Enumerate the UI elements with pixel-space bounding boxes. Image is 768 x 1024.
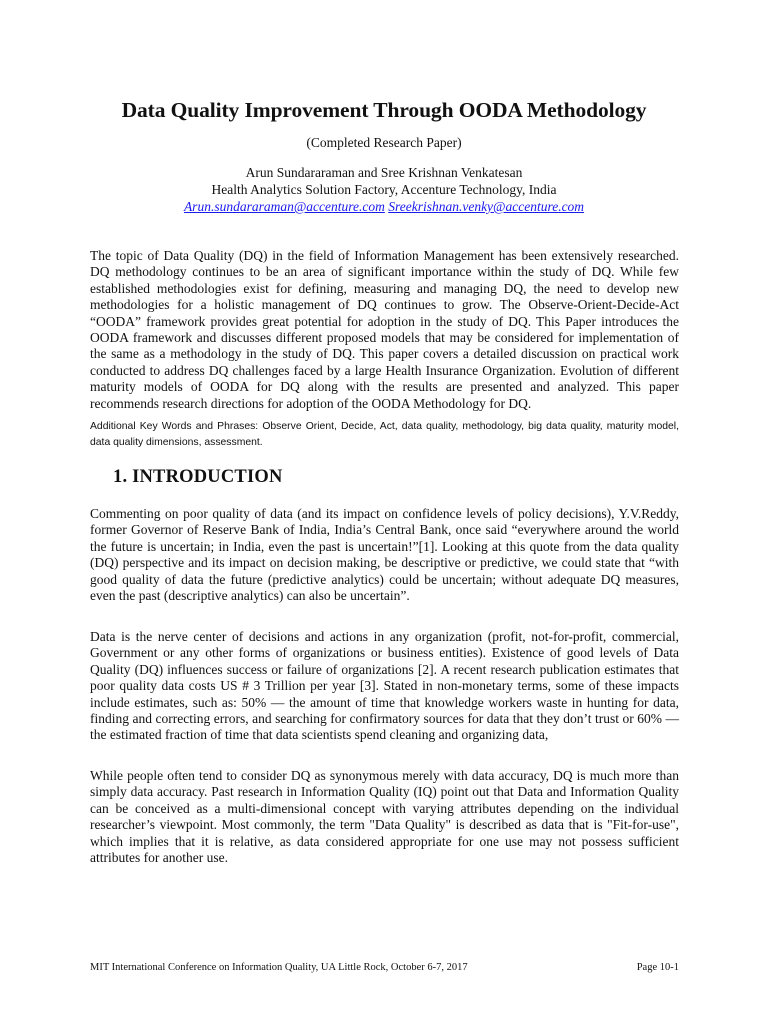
authors: Arun Sundararaman and Sree Krishnan Venkatesan [245, 165, 523, 180]
affiliation: Health Analytics Solution Factory, Accenture Technology, India [211, 182, 557, 197]
footer-conference: MIT International Conference on Information Quality, UA Little Rock, October 6-7, 2017 [90, 962, 468, 973]
paper-title: Data Quality Improvement Through OODA Methodology [121, 98, 647, 122]
paper-subtitle: (Completed Research Paper) [306, 135, 462, 150]
abstract: The topic of Data Quality (DQ) in the field of Information Management has been extensively researched. DQ methodology continues to be an area of significant importance within the study of DQ. While few established methodologies exist for defining, measuring and managing DQ, the need to develop new methodologies for a holistic management of DQ continues to grow. The Observe-Orient-Decide-Act “OODA” framework provides great potential for adoption in the study of DQ. This Paper introduces the OODA framework and discusses different proposed models that may be considered for implementation of the same as a methodology in the study of DQ. This paper covers a detailed discussion on practical work conducted to address DQ challenges faced by a large Health Insurance Organization. Evolution of different maturity models of OODA for DQ along with the results are presented and analyzed. This paper recommends research directions for adoption of the OODA Methodology for DQ. [90, 248, 679, 411]
email-line [0, 199, 768, 215]
paragraph: Commenting on poor quality of data (and its impact on confidence levels of policy decisions), Y.V.Reddy, former Governor of Reserve Bank of India, India’s Central Bank, once said “everywhere around the world the future is uncertain; in India, even the past is uncertain!”[1]. Looking at this quote from the data quality (DQ) perspective and its impact on decision making, be descriptive or predictive, we could state that “with good quality of data the future (predictive analytics) could be uncertain; without adequate DQ measures, even the past (descriptive analytics) can also be uncertain”. [90, 506, 679, 604]
email-link-2[interactable]: Sreekrishnan.venky@accenture.com [388, 199, 585, 214]
keywords [90, 419, 679, 451]
paragraph: While people often tend to consider DQ as synonymous merely with data accuracy, DQ is much more than simply data accuracy. Past research in Information Quality (IQ) point out that Data and Information Quality can be conceived as a multi-dimensional concept with varying attributes depending on the individual researcher’s viewpoint. Most commonly, the term "Data Quality" is described as data that is "Fit-for-use", which implies that it is relative, as data considered appropriate for one use may not possess sufficient attributes for another use. [90, 768, 679, 866]
section-heading: 1. INTRODUCTION [113, 467, 283, 487]
email-link-1[interactable]: Arun.sundararaman@accenture.com [183, 199, 385, 214]
paragraph: Data is the nerve center of decisions and actions in any organization (profit, not-for-profit, commercial, Government or any other forms of organizations or business entities). Existence of good levels of Data Quality (DQ) influences success or failure of organizations [2]. A recent research publication estimates that poor quality data costs US # 3 Trillion per year [3]. Stated in non-monetary terms, some of these impacts include estimates, such as: 50% — the amount of time that knowledge workers waste in hunting for data, finding and correcting errors, and searching for confirmatory sources for data that they don’t trust or 60% — the estimated fraction of time that data scientists spend cleaning and organizing data, [90, 629, 679, 743]
footer-page-number: Page 10-1 [636, 962, 679, 973]
keywords-text: Observe Orient, Decide, Act, data quality, methodology, big data quality, maturity model, data quality dimensions, assessment. [90, 421, 680, 449]
keywords-label: Additional Key Words and Phrases: [90, 421, 259, 432]
